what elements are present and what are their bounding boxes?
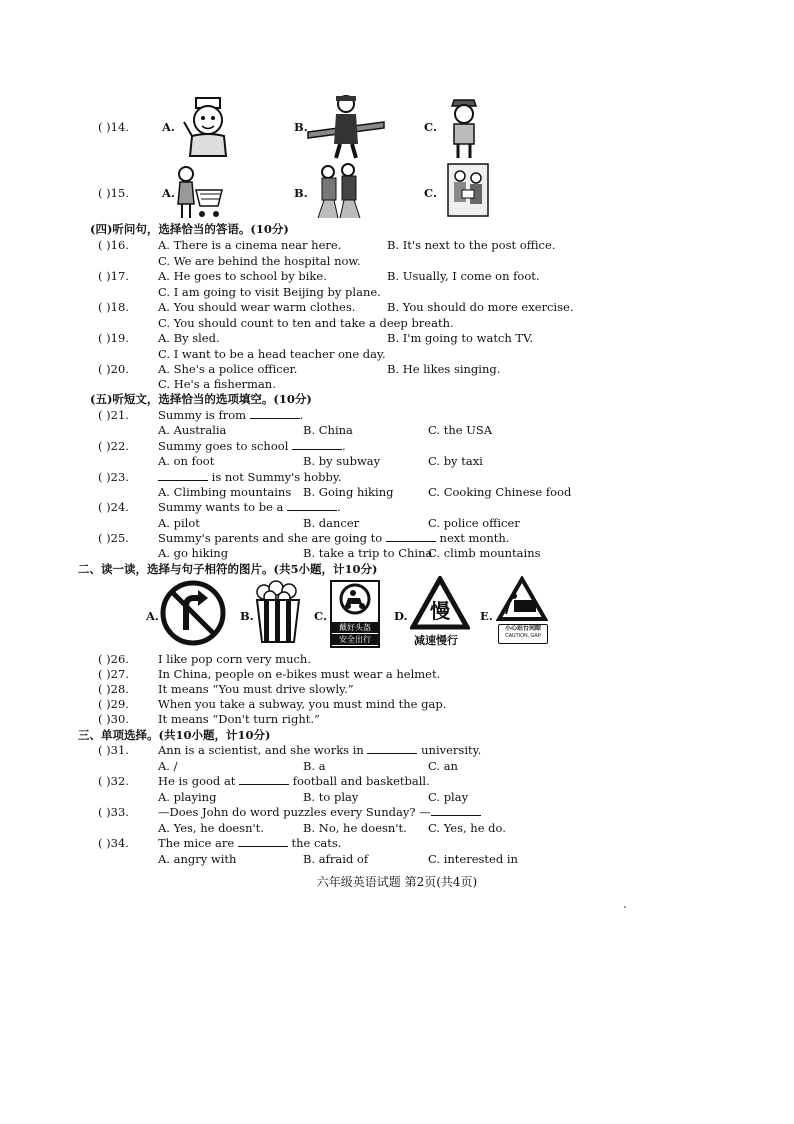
option-c: C. I want to be a head teacher one day. [158,347,386,361]
answer-blank [287,500,337,511]
option-a: A. She's a police officer. [158,362,298,376]
question-stem: Summy is from . [158,408,304,422]
question-number: ( )32. [98,774,129,788]
question-text: It means “You must drive slowly.” [158,682,354,696]
option-label: B. [240,609,254,623]
option-a: A. Climbing mountains [158,485,292,499]
option-label: A. [162,186,175,200]
option-c: C. an [428,759,458,773]
question-number: ( )30. [98,712,129,726]
option-label: B. [294,186,308,200]
question-number: ( )14. [98,120,129,134]
question-number: ( )21. [98,408,129,422]
question-text: I like pop corn very much. [158,652,311,666]
option-label: C. [314,609,327,623]
question-number: ( )22. [98,439,129,453]
question-stem: Summy's parents and she are going to next month. [158,531,510,545]
option-b: B. afraid of [303,852,369,866]
option-label: B. [294,120,308,134]
option-a: A. on foot [158,454,215,468]
sign-character: 慢 [430,599,450,623]
option-label: D. [394,609,408,623]
sign-text-line1: 小心站台间隙 [504,625,541,632]
option-b: B. No, he doesn't. [303,821,407,835]
question-number: ( )28. [98,682,129,696]
option-b: B. He likes singing. [387,362,501,376]
option-a: A. Australia [158,423,227,437]
question-number: ( )16. [98,238,129,252]
answer-blank [292,439,342,450]
option-c: C. Yes, he do. [428,821,506,835]
option-b: B. It's next to the post office. [387,238,556,252]
answer-blank [239,774,289,785]
option-c: C. I am going to visit Beijing by plane. [158,285,381,299]
mind-the-gap-sign-icon [496,576,548,622]
section-heading: 三、单项选择。(共10小题，计10分) [78,728,271,742]
sign-caption: 减速慢行 [414,634,458,647]
family-hiking-icon [314,162,366,220]
question-number: ( )31. [98,743,129,757]
question-text: In China, people on e-bikes must wear a helmet. [158,667,441,681]
option-c: C. We are behind the hospital now. [158,254,361,268]
option-c: C. He's a fisherman. [158,377,276,391]
option-b: B. by subway [303,454,381,468]
option-label: C. [424,186,437,200]
slow-down-sign-icon [410,576,470,630]
option-a: A. / [158,759,178,773]
option-c: C. Cooking Chinese food [428,485,572,499]
option-label: C. [424,120,437,134]
question-number: ( )27. [98,667,129,681]
option-a: A. pilot [158,516,200,530]
option-b: B. a [303,759,326,773]
pilot-airplane-icon [306,92,386,160]
question-number: ( )15. [98,186,129,200]
option-b: B. take a trip to China [303,546,433,560]
question-number: ( )25. [98,531,129,545]
option-a: A. There is a cinema near here. [158,238,342,252]
scan-speck [624,906,626,908]
question-stem: He is good at football and basketball. [158,774,430,788]
option-c: C. the USA [428,423,493,437]
option-label: A. [146,609,159,623]
question-stem: Summy goes to school . [158,439,346,453]
popcorn-icon [254,580,302,644]
question-stem: is not Summy's hobby. [158,470,342,484]
question-number: ( )17. [98,269,129,283]
question-stem: Summy wants to be a . [158,500,341,514]
option-b: B. I'm going to watch TV. [387,331,534,345]
sign-text-line2: 安全出行 [332,634,378,645]
answer-blank [238,836,288,847]
option-c: C. police officer [428,516,520,530]
helmet-scooter-icon [332,582,378,616]
option-c: C. play [428,790,469,804]
option-label: A. [162,120,175,134]
question-number: ( )34. [98,836,129,850]
answer-blank [250,408,300,419]
option-c: C. by taxi [428,454,483,468]
option-b: B. dancer [303,516,360,530]
gap-sign-plate [498,624,548,644]
question-number: ( )26. [98,652,129,666]
answer-blank [158,470,208,481]
section-heading: (四)听问句，选择恰当的答语。(10分) [90,222,289,236]
question-number: ( )29. [98,697,129,711]
section-heading: (五)听短文，选择恰当的选项填空。(10分) [90,392,312,406]
option-b: B. to play [303,790,359,804]
question-stem: The mice are the cats. [158,836,342,850]
sign-text-line2: CAUTION, GAP [505,633,541,639]
answer-blank [386,531,436,542]
question-stem: Ann is a scientist, and she works in university. [158,743,482,757]
option-a: A. go hiking [158,546,229,560]
option-label: E. [480,609,493,623]
option-c: C. interested in [428,852,518,866]
answer-blank [431,805,481,816]
option-a: A. He goes to school by bike. [158,269,327,283]
question-text: When you take a subway, you must mind the gap. [158,697,447,711]
option-a: A. angry with [158,852,237,866]
option-a: A. playing [158,790,217,804]
question-number: ( )18. [98,300,129,314]
question-text: It means “Don't turn right.” [158,712,320,726]
girl-shopping-cart-icon [174,164,224,220]
nurse-icon [180,96,236,158]
option-a: A. Yes, he doesn't. [158,821,264,835]
sign-text-line1: 戴好头盔 [332,622,378,633]
wear-helmet-sign [330,580,380,648]
question-number: ( )24. [98,500,129,514]
no-right-turn-sign-icon [160,580,226,646]
question-number: ( )33. [98,805,129,819]
police-officer-icon [446,96,482,160]
option-a: A. You should wear warm clothes. [158,300,356,314]
option-b: B. You should do more exercise. [387,300,574,314]
question-number: ( )20. [98,362,129,376]
option-b: B. China [303,423,353,437]
answer-blank [367,743,417,754]
option-c: C. You should count to ten and take a deep breath. [158,316,454,330]
people-reading-icon [446,162,490,218]
option-c: C. climb mountains [428,546,541,560]
page-footer: 六年级英语试题 第2页(共4页) [316,875,478,889]
option-a: A. By sled. [158,331,220,345]
question-number: ( )23. [98,470,129,484]
question-stem: —Does John do word puzzles every Sunday? — [158,805,481,819]
option-b: B. Going hiking [303,485,394,499]
question-number: ( )19. [98,331,129,345]
section-heading: 二、读一读，选择与句子相符的图片。(共5小题，计10分) [78,562,378,576]
option-b: B. Usually, I come on foot. [387,269,540,283]
